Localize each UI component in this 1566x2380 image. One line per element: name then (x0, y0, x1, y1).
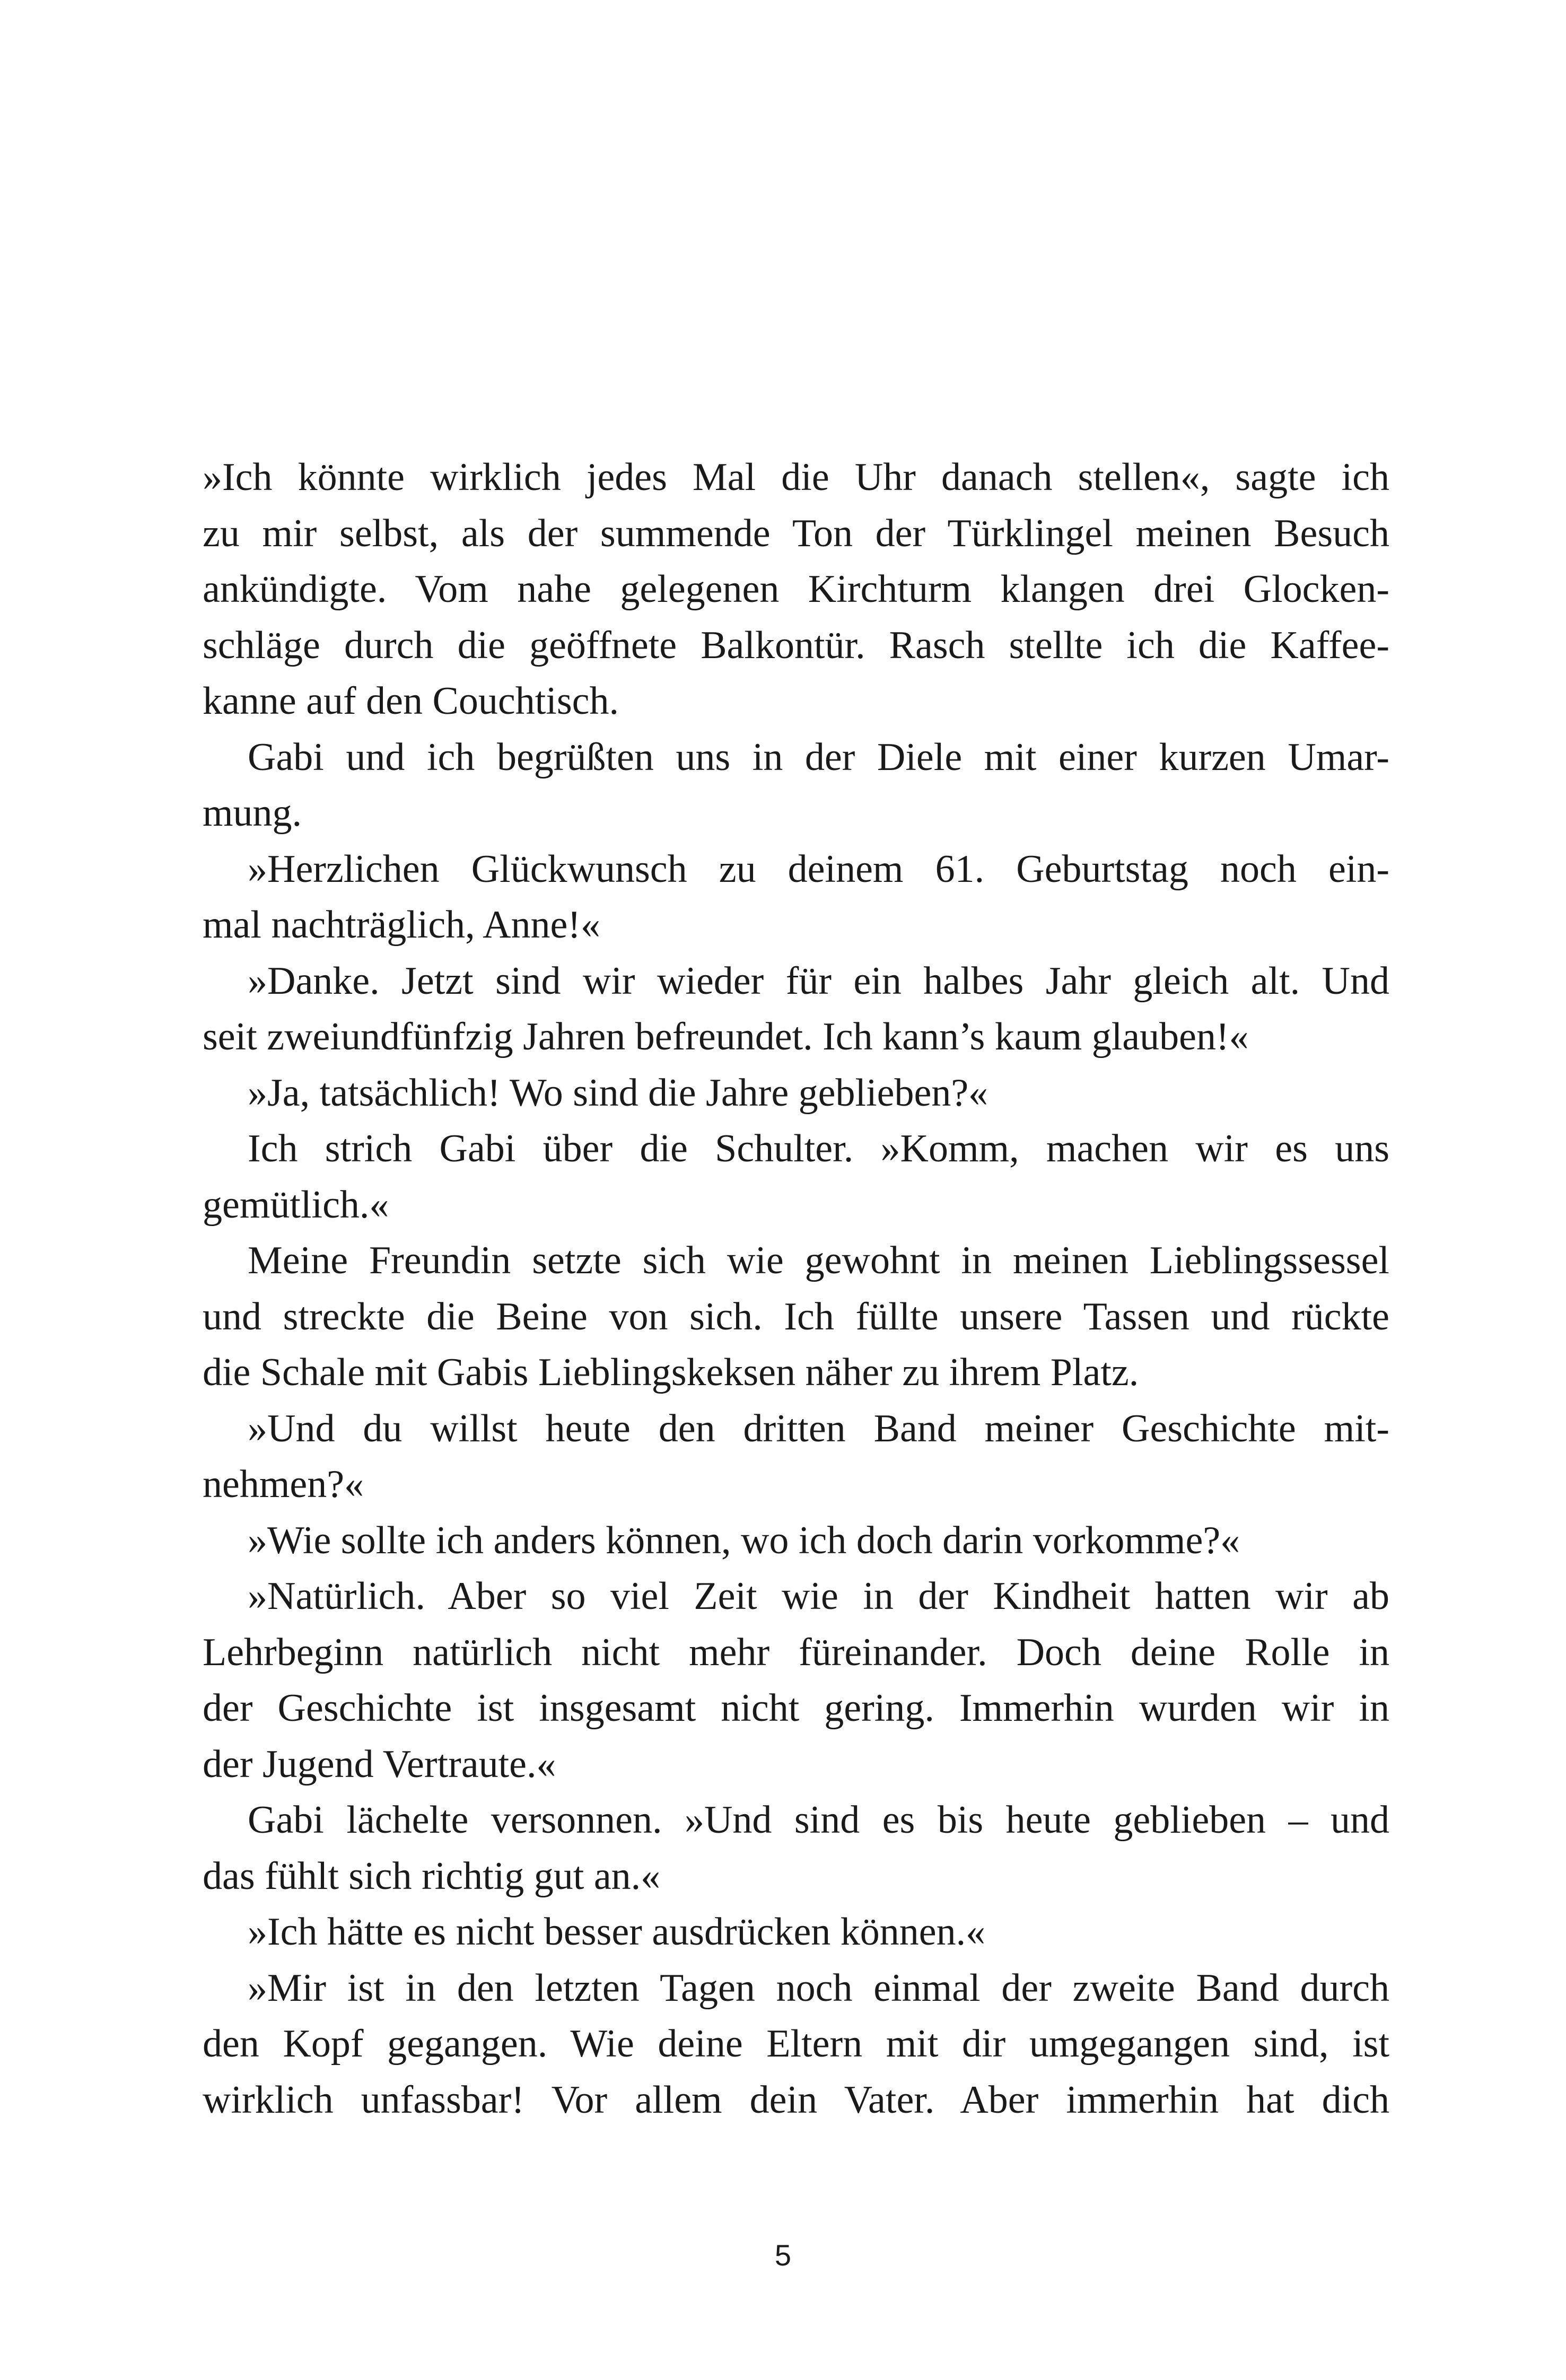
text-line: die Schale mit Gabis Lieblingskeksen näher zu ihrem Platz. (203, 1351, 1139, 1394)
text-line: schläge durch die geöffnete Balkontür. Rasch stellte ich die Kaffee- (203, 623, 1389, 667)
text-line: »Ja, tatsächlich! Wo sind die Jahre geblieben?« (248, 1071, 988, 1115)
text-line: mung. (203, 791, 302, 835)
text-line: den Kopf gegangen. Wie deine Eltern mit dir umgegangen sind, ist (203, 2022, 1389, 2066)
text-line: und streckte die Beine von sich. Ich füllte unsere Tassen und rückte (203, 1294, 1389, 1338)
text-line: ankündigte. Vom nahe gelegenen Kirchturm klangen drei Glocken- (203, 567, 1389, 611)
text-line: der Geschichte ist insgesamt nicht gering. Immerhin wurden wir in (203, 1686, 1389, 1730)
text-line: wirklich unfassbar! Vor allem dein Vater. Aber immerhin hat dich (203, 2078, 1389, 2122)
page-number: 5 (774, 2238, 792, 2272)
text-line: »Herzlichen Glückwunsch zu deinem 61. Geburtstag noch ein- (248, 847, 1389, 891)
text-line: zu mir selbst, als der summende Ton der Türklingel meinen Besuch (203, 511, 1389, 555)
text-line: »Danke. Jetzt sind wir wieder für ein halbes Jahr gleich alt. Und (248, 959, 1389, 1003)
text-line: »Ich hätte es nicht besser ausdrücken können.« (248, 1910, 986, 1954)
text-line: »Wie sollte ich anders können, wo ich doch darin vorkomme?« (248, 1518, 1240, 1562)
text-line: kanne auf den Couchtisch. (203, 679, 619, 723)
text-line: »Mir ist in den letzten Tagen noch einmal der zweite Band durch (248, 1966, 1389, 2010)
body-text (203, 450, 1389, 2128)
text-line: Gabi lächelte versonnen. »Und sind es bis heute geblieben – und (248, 1798, 1389, 1842)
text-line: »Natürlich. Aber so viel Zeit wie in der Kindheit hatten wir ab (248, 1574, 1389, 1618)
text-line: nehmen?« (203, 1463, 364, 1506)
text-line: Gabi und ich begrüßten uns in der Diele mit einer kurzen Umar- (248, 735, 1389, 779)
text-line: Meine Freundin setzte sich wie gewohnt in meinen Lieblingssessel (248, 1239, 1389, 1282)
text-line: mal nachträglich, Anne!« (203, 903, 601, 947)
text-line: »Und du willst heute den dritten Band meiner Geschichte mit- (248, 1406, 1389, 1450)
text-line: Ich strich Gabi über die Schulter. »Komm, machen wir es uns (248, 1127, 1389, 1170)
text-line: seit zweiundfünfzig Jahren befreundet. Ich kann’s kaum glauben!« (203, 1015, 1249, 1058)
text-line: gemütlich.« (203, 1183, 389, 1227)
text-line: das fühlt sich richtig gut an.« (203, 1854, 661, 1898)
text-line: »Ich könnte wirklich jedes Mal die Uhr danach stellen«, sagte ich (203, 456, 1389, 499)
text-line: Lehrbeginn natürlich nicht mehr füreinander. Doch deine Rolle in (203, 1630, 1389, 1674)
text-line: der Jugend Vertraute.« (203, 1742, 556, 1786)
